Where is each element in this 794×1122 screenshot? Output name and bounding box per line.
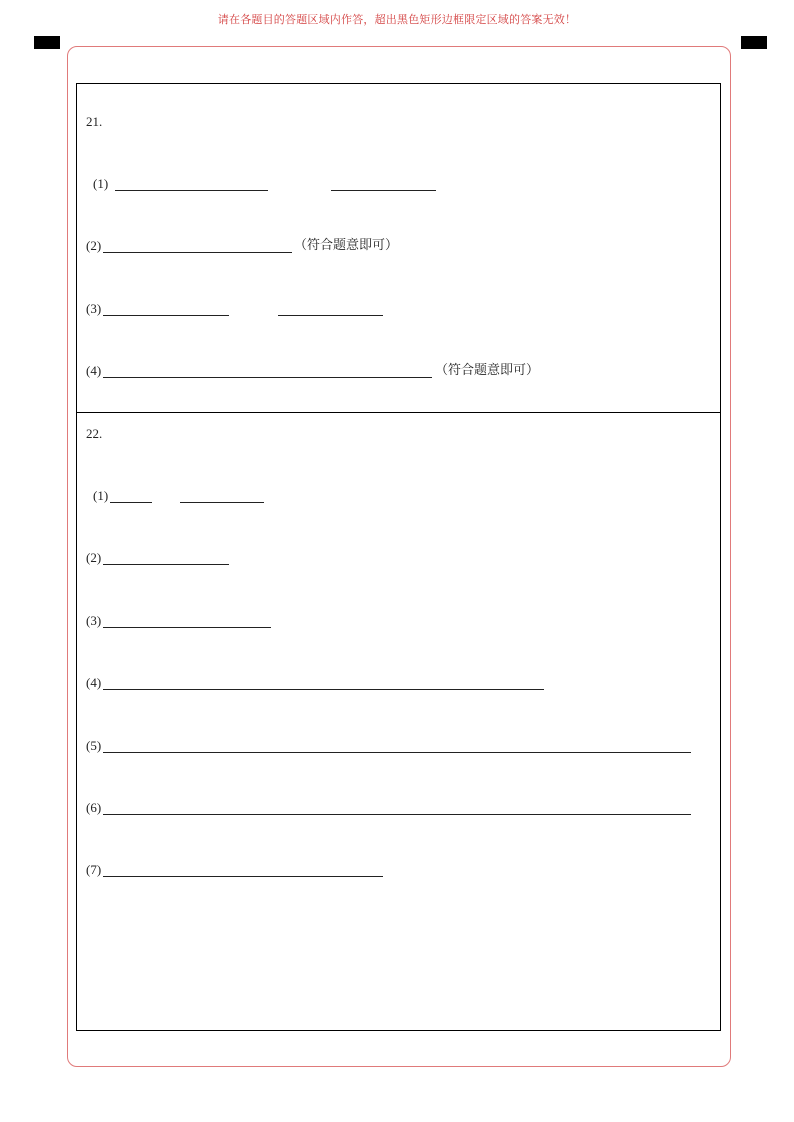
q22-item-5-blank[interactable] xyxy=(103,752,691,753)
q21-item-2-blank[interactable] xyxy=(103,252,292,253)
answer-area-notice: 请在各题目的答题区域内作答，超出黑色矩形边框限定区域的答案无效！ xyxy=(217,13,577,26)
q21-item-4-blank[interactable] xyxy=(103,377,432,378)
q22-item-2 xyxy=(77,550,717,566)
q21-item-1-blank-b[interactable] xyxy=(331,190,436,191)
q22-item-3-label: (3) xyxy=(86,613,102,628)
q22-item-5 xyxy=(77,738,717,754)
q22-item-1-blank-b[interactable] xyxy=(180,502,264,503)
q21-item-3-label: (3) xyxy=(86,301,102,316)
q22-item-7 xyxy=(77,862,717,878)
question-21-number: 21. xyxy=(86,114,103,129)
q21-item-4-note: （符合题意即可） xyxy=(435,363,540,378)
q21-item-1-blank-a[interactable] xyxy=(115,190,268,191)
q21-item-2 xyxy=(77,238,717,254)
q22-item-6-label: (6) xyxy=(86,800,102,815)
q22-item-7-blank[interactable] xyxy=(103,876,383,877)
alignment-marker-left xyxy=(34,36,60,49)
q21-item-3 xyxy=(77,301,717,317)
q22-item-4-blank[interactable] xyxy=(103,689,544,690)
q21-item-4 xyxy=(77,363,717,379)
q22-item-3 xyxy=(77,613,717,629)
q22-item-1-label: (1) xyxy=(93,488,109,503)
q22-item-4-label: (4) xyxy=(86,675,102,690)
q22-item-6 xyxy=(77,800,717,816)
q22-item-4 xyxy=(77,675,717,691)
q21-item-3-blank-a[interactable] xyxy=(103,315,229,316)
q22-item-1 xyxy=(77,488,717,504)
q21-item-1 xyxy=(77,176,717,192)
q22-item-5-label: (5) xyxy=(86,738,102,753)
q22-item-2-label: (2) xyxy=(86,550,102,565)
q21-item-2-note: （符合题意即可） xyxy=(294,238,399,253)
q22-item-1-blank-a[interactable] xyxy=(110,502,152,503)
q21-item-3-blank-b[interactable] xyxy=(278,315,383,316)
q21-item-4-label: (4) xyxy=(86,363,102,378)
question-22-number: 22. xyxy=(86,426,103,441)
q22-item-2-blank[interactable] xyxy=(103,564,229,565)
q21-item-2-label: (2) xyxy=(86,238,102,253)
question-21-answer-box xyxy=(76,83,721,413)
q22-item-7-label: (7) xyxy=(86,862,102,877)
q22-item-3-blank[interactable] xyxy=(103,627,271,628)
q22-item-6-blank[interactable] xyxy=(103,814,691,815)
q21-item-1-label: (1) xyxy=(93,176,109,191)
question-22-answer-box xyxy=(76,412,721,1031)
alignment-marker-right xyxy=(741,36,767,49)
